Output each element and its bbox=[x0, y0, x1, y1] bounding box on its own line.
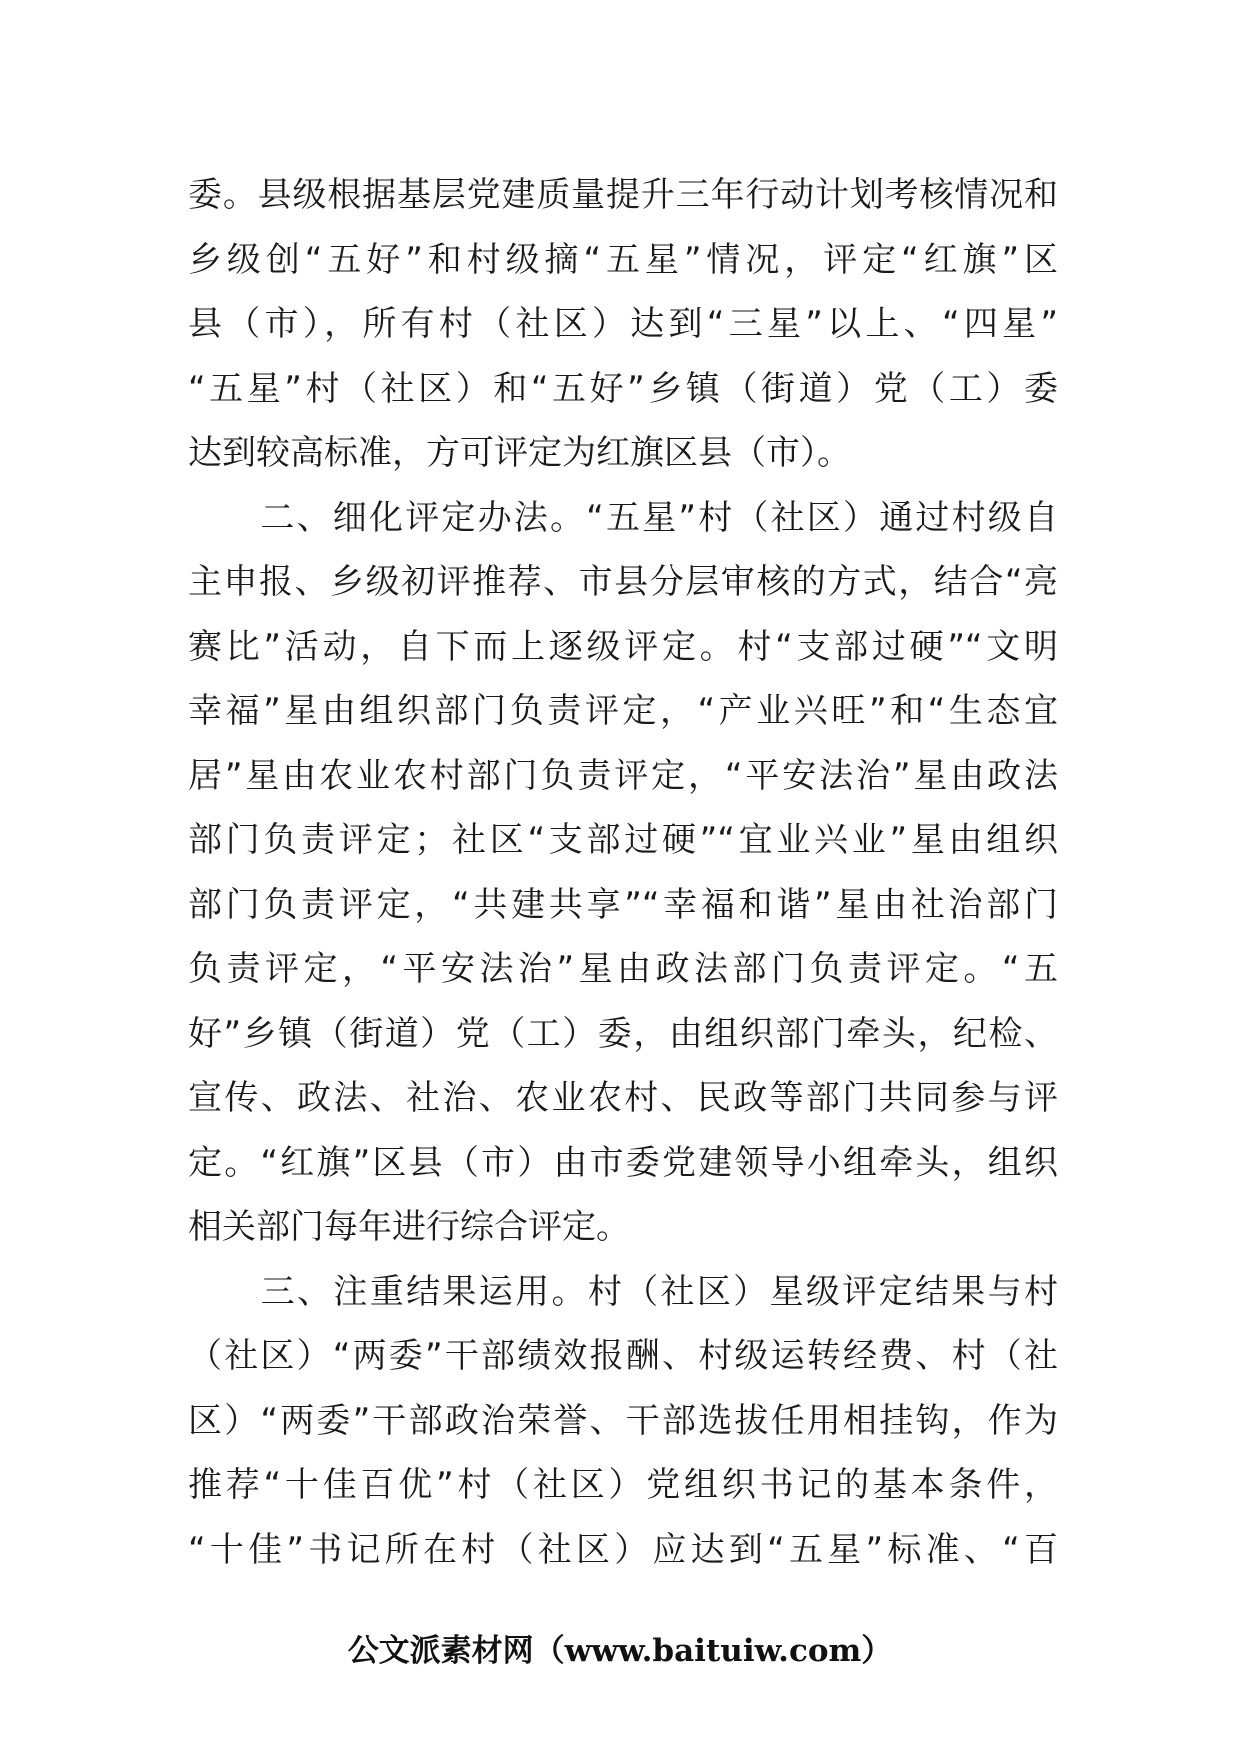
text-line: 好”乡镇（街道）党（工）委，由组织部门牵头，纪检、 bbox=[188, 1013, 1058, 1054]
text-line: 二、细化评定办法。“五星”村（社区）通过村级自 bbox=[188, 497, 1058, 538]
text-line: 负责评定，“平安法治”星由政法部门负责评定。“五 bbox=[188, 949, 1058, 989]
text-line: 三、注重结果运用。村（社区）星级评定结果与村 bbox=[188, 1271, 1058, 1312]
footer-watermark: 公文派素材网（www.baituiw.com） bbox=[347, 1633, 893, 1669]
text-line: 部门负责评定，“共建共享”“幸福和谐”星由社治部门 bbox=[188, 884, 1058, 925]
text-line: 推荐“十佳百优”村（社区）党组织书记的基本条件， bbox=[188, 1465, 1058, 1505]
text-line: 居”星由农业农村部门负责评定，“平安法治”星由政法 bbox=[188, 755, 1058, 796]
text-line: 赛比”活动，自下而上逐级评定。村“支部过硬”“文明 bbox=[188, 626, 1058, 667]
text-line: 达到较高标准，方可评定为红旗区县（市）。 bbox=[188, 433, 851, 473]
document-body bbox=[188, 163, 1058, 1582]
text-line: 县（市），所有村（社区）达到“三星”以上、“四星” bbox=[188, 304, 1058, 344]
text-line: “十佳”书记所在村（社区）应达到“五星”标准、“百 bbox=[188, 1529, 1058, 1570]
text-line: （社区）“两委”干部绩效报酬、村级运转经费、村（社 bbox=[188, 1336, 1058, 1376]
text-line: 幸福”星由组织部门负责评定，“产业兴旺”和“生态宜 bbox=[188, 691, 1058, 731]
text-line: 定。“红旗”区县（市）由市委党建领导小组牵头，组织 bbox=[188, 1142, 1058, 1183]
text-line: “五星”村（社区）和“五好”乡镇（街道）党（工）委 bbox=[188, 368, 1058, 409]
text-line: 相关部门每年进行综合评定。 bbox=[188, 1207, 630, 1247]
text-line: 主申报、乡级初评推荐、市县分层审核的方式，结合“亮 bbox=[188, 562, 1058, 602]
text-line: 部门负责评定；社区“支部过硬”“宜业兴业”星由组织 bbox=[188, 820, 1058, 860]
text-line: 宣传、政法、社治、农业农村、民政等部门共同参与评 bbox=[188, 1078, 1058, 1118]
text-line: 乡级创“五好”和村级摘“五星”情况，评定“红旗”区 bbox=[188, 239, 1058, 280]
text-line: 委。县级根据基层党建质量提升三年行动计划考核情况和 bbox=[188, 175, 1058, 215]
text-line: 区）“两委”干部政治荣誉、干部选拔任用相挂钩，作为 bbox=[188, 1400, 1058, 1441]
